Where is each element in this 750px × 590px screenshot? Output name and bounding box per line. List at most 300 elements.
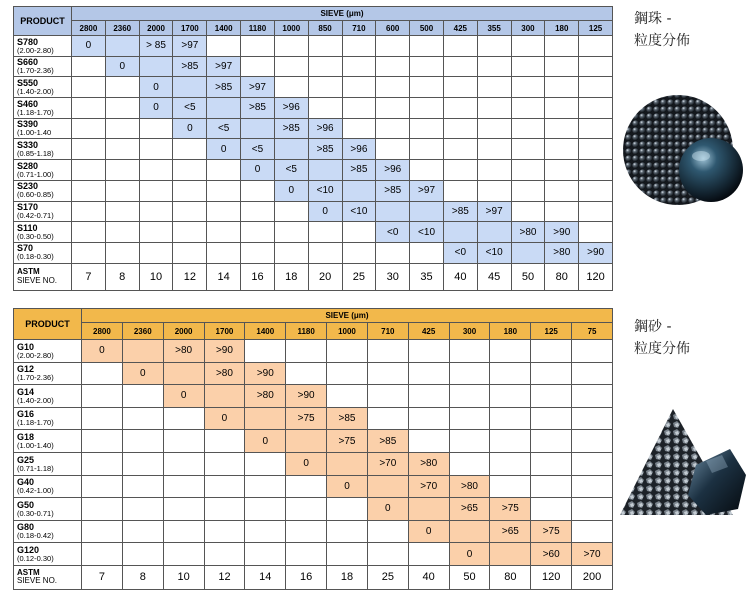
steel-grit-title-line1: 鋼砂 -: [634, 319, 672, 335]
retention-cell: [545, 139, 579, 160]
retention-cell: [511, 201, 545, 222]
retention-cell: [531, 340, 572, 363]
product-size-range: (0.42-1.00): [17, 486, 54, 496]
retention-cell: <10: [410, 222, 444, 243]
retention-cell: [511, 180, 545, 201]
retention-cell: [443, 77, 477, 98]
retention-cell: [408, 385, 449, 408]
retention-cell: [531, 430, 572, 453]
retention-cell: [82, 520, 123, 543]
retention-cell: [82, 407, 123, 430]
product-size-range: (1.40-2.00): [17, 86, 54, 96]
retention-cell: [308, 98, 342, 119]
retention-cell: >85: [241, 98, 275, 119]
sieve-size: 710: [367, 323, 408, 340]
astm-sieve-number: 16: [241, 263, 275, 290]
retention-cell: [308, 242, 342, 263]
retention-cell: [105, 222, 139, 243]
product-label: [14, 36, 72, 57]
retention-cell: [105, 139, 139, 160]
retention-cell: [204, 452, 245, 475]
product-name: S170: [17, 202, 39, 213]
astm-sieve-number: 25: [367, 565, 408, 589]
sieve-header: SIEVE (μm): [72, 7, 613, 21]
product-size-range: (1.18-1.70): [17, 418, 54, 428]
retention-cell: [204, 385, 245, 408]
retention-cell: [531, 362, 572, 385]
retention-cell: [367, 407, 408, 430]
retention-cell: [105, 180, 139, 201]
product-row: [14, 407, 613, 430]
retention-cell: [241, 36, 275, 57]
retention-cell: [207, 242, 241, 263]
retention-cell: [449, 430, 490, 453]
astm-sieve-number: 12: [204, 565, 245, 589]
retention-cell: <5: [274, 160, 308, 181]
retention-cell: [342, 118, 376, 139]
retention-cell: [408, 340, 449, 363]
sieve-size: 850: [308, 21, 342, 36]
retention-cell: <5: [207, 118, 241, 139]
retention-cell: [122, 430, 163, 453]
retention-cell: <10: [308, 180, 342, 201]
product-name: S660: [17, 57, 39, 68]
retention-cell: [139, 118, 173, 139]
retention-cell: [511, 98, 545, 119]
retention-cell: 0: [163, 385, 204, 408]
retention-cell: >80: [204, 362, 245, 385]
retention-cell: 0: [139, 77, 173, 98]
astm-sieve-number: 80: [545, 263, 579, 290]
retention-cell: [410, 98, 444, 119]
retention-cell: [376, 118, 410, 139]
retention-cell: >97: [207, 56, 241, 77]
astm-sieve-number: 12: [173, 263, 207, 290]
retention-cell: [82, 475, 123, 498]
product-row: [14, 139, 613, 160]
sieve-size: 500: [410, 21, 444, 36]
retention-cell: [342, 56, 376, 77]
retention-cell: [207, 222, 241, 243]
product-name: G120: [17, 544, 40, 555]
retention-cell: >90: [245, 362, 286, 385]
retention-cell: [490, 452, 531, 475]
product-label: [14, 242, 72, 263]
steel-grit-title-line2: 粒度分佈: [634, 341, 690, 357]
retention-cell: >80: [163, 340, 204, 363]
retention-cell: [477, 160, 511, 181]
retention-cell: 0: [105, 56, 139, 77]
retention-cell: [163, 452, 204, 475]
sieve-size: 300: [449, 323, 490, 340]
astm-label-line1: ASTM: [17, 567, 40, 577]
retention-cell: [207, 36, 241, 57]
retention-cell: 0: [72, 36, 106, 57]
product-row: [14, 543, 613, 566]
product-name: S780: [17, 36, 39, 47]
retention-cell: [139, 160, 173, 181]
retention-cell: [531, 498, 572, 521]
astm-sieve-number: 80: [490, 565, 531, 589]
product-label: [14, 362, 82, 385]
retention-cell: [367, 543, 408, 566]
retention-cell: >97: [410, 180, 444, 201]
retention-cell: [443, 160, 477, 181]
product-label: [14, 520, 82, 543]
astm-sieve-number: 35: [410, 263, 444, 290]
product-size-range: (0.18-0.30): [17, 252, 54, 262]
astm-sieve-number: 18: [327, 565, 368, 589]
retention-cell: [139, 242, 173, 263]
retention-cell: >65: [449, 498, 490, 521]
product-row: [14, 340, 613, 363]
retention-cell: [376, 139, 410, 160]
retention-cell: [163, 362, 204, 385]
retention-cell: [204, 520, 245, 543]
product-size-range: (0.42-0.71): [17, 211, 54, 221]
retention-cell: 0: [308, 201, 342, 222]
retention-cell: 0: [408, 520, 449, 543]
astm-row: [14, 263, 613, 290]
retention-cell: >85: [308, 139, 342, 160]
retention-cell: [105, 160, 139, 181]
retention-cell: [572, 362, 613, 385]
retention-cell: [245, 543, 286, 566]
retention-cell: [122, 385, 163, 408]
sieve-size: 1400: [245, 323, 286, 340]
product-label: [14, 498, 82, 521]
retention-cell: [410, 160, 444, 181]
retention-cell: [579, 118, 613, 139]
retention-cell: [376, 242, 410, 263]
retention-cell: [490, 362, 531, 385]
retention-cell: [443, 56, 477, 77]
retention-cell: [274, 201, 308, 222]
sieve-size: 180: [545, 21, 579, 36]
retention-cell: [163, 543, 204, 566]
retention-cell: [477, 77, 511, 98]
retention-cell: >85: [173, 56, 207, 77]
retention-cell: [105, 201, 139, 222]
astm-sieve-number: 8: [122, 565, 163, 589]
retention-cell: >97: [477, 201, 511, 222]
sieve-size: 600: [376, 21, 410, 36]
astm-sieve-number: 14: [245, 565, 286, 589]
retention-cell: [408, 362, 449, 385]
retention-cell: [105, 98, 139, 119]
retention-cell: [477, 118, 511, 139]
retention-cell: [342, 98, 376, 119]
steel-grit-table: [13, 308, 613, 590]
retention-cell: [274, 222, 308, 243]
retention-cell: [139, 201, 173, 222]
sieve-size: 1700: [173, 21, 207, 36]
retention-cell: [410, 242, 444, 263]
product-size-range: (0.12-0.30): [17, 553, 54, 563]
retention-cell: [531, 452, 572, 475]
retention-cell: >70: [572, 543, 613, 566]
product-name: S330: [17, 140, 39, 151]
product-row: [14, 520, 613, 543]
retention-cell: [511, 118, 545, 139]
retention-cell: [122, 543, 163, 566]
retention-cell: [579, 98, 613, 119]
retention-cell: [376, 56, 410, 77]
sieve-size: 425: [408, 323, 449, 340]
product-label: [14, 118, 72, 139]
retention-cell: [342, 242, 376, 263]
sieve-size: 710: [342, 21, 376, 36]
retention-cell: [572, 520, 613, 543]
retention-cell: [82, 430, 123, 453]
product-header: PRODUCT: [14, 7, 72, 36]
retention-cell: >85: [327, 407, 368, 430]
retention-cell: [376, 36, 410, 57]
retention-cell: [367, 340, 408, 363]
astm-sieve-number: 14: [207, 263, 241, 290]
product-name: G25: [17, 454, 35, 465]
product-label: [14, 56, 72, 77]
product-name: S280: [17, 160, 39, 171]
astm-sieve-number: 120: [579, 263, 613, 290]
astm-row: [14, 565, 613, 589]
retention-cell: [443, 180, 477, 201]
retention-cell: <10: [342, 201, 376, 222]
retention-cell: [545, 201, 579, 222]
retention-cell: [241, 201, 275, 222]
product-row: [14, 160, 613, 181]
retention-cell: [477, 222, 511, 243]
retention-cell: [511, 36, 545, 57]
retention-cell: [207, 201, 241, 222]
retention-cell: 0: [204, 407, 245, 430]
retention-cell: >75: [490, 498, 531, 521]
product-size-range: (1.40-2.00): [17, 395, 54, 405]
astm-sieve-number: 25: [342, 263, 376, 290]
retention-cell: [274, 36, 308, 57]
sieve-size: 1180: [241, 21, 275, 36]
product-name: G50: [17, 499, 35, 510]
retention-cell: [72, 242, 106, 263]
astm-label: [14, 565, 82, 589]
retention-cell: [327, 362, 368, 385]
retention-cell: [579, 201, 613, 222]
astm-sieve-number: 7: [72, 263, 106, 290]
retention-cell: [545, 98, 579, 119]
retention-cell: 0: [173, 118, 207, 139]
product-header: PRODUCT: [14, 309, 82, 340]
retention-cell: [72, 180, 106, 201]
product-size-range: (0.85-1.18): [17, 149, 54, 159]
retention-cell: [572, 430, 613, 453]
product-label: [14, 77, 72, 98]
astm-sieve-number: 50: [449, 565, 490, 589]
retention-cell: [286, 543, 327, 566]
retention-cell: [367, 385, 408, 408]
retention-cell: >80: [245, 385, 286, 408]
retention-cell: [245, 520, 286, 543]
retention-cell: [308, 160, 342, 181]
steel-shot-title: [634, 8, 690, 52]
astm-sieve-number: 40: [443, 263, 477, 290]
retention-cell: [410, 201, 444, 222]
astm-sieve-number: 30: [376, 263, 410, 290]
grit-table-body: [14, 340, 613, 590]
retention-cell: [72, 118, 106, 139]
retention-cell: [408, 430, 449, 453]
retention-cell: >65: [490, 520, 531, 543]
product-name: S550: [17, 77, 39, 88]
retention-cell: [327, 543, 368, 566]
sieve-size: 1000: [274, 21, 308, 36]
astm-sieve-number: 20: [308, 263, 342, 290]
retention-cell: [241, 180, 275, 201]
retention-cell: [163, 430, 204, 453]
retention-cell: [105, 77, 139, 98]
product-label: [14, 452, 82, 475]
retention-cell: [286, 475, 327, 498]
sieve-size: 2800: [72, 21, 106, 36]
retention-cell: [545, 56, 579, 77]
retention-cell: [173, 160, 207, 181]
retention-cell: [274, 56, 308, 77]
retention-cell: [572, 498, 613, 521]
retention-cell: [122, 407, 163, 430]
retention-cell: [327, 520, 368, 543]
retention-cell: [308, 56, 342, 77]
product-name: G18: [17, 431, 35, 442]
retention-cell: 0: [274, 180, 308, 201]
retention-cell: 0: [139, 98, 173, 119]
retention-cell: [207, 160, 241, 181]
retention-cell: [579, 180, 613, 201]
product-name: S460: [17, 98, 39, 109]
retention-cell: >70: [367, 452, 408, 475]
astm-sieve-number: 40: [408, 565, 449, 589]
retention-cell: [511, 160, 545, 181]
astm-sieve-number: 120: [531, 565, 572, 589]
retention-cell: [122, 498, 163, 521]
retention-cell: [342, 36, 376, 57]
retention-cell: [410, 139, 444, 160]
retention-cell: [490, 407, 531, 430]
product-row: [14, 242, 613, 263]
retention-cell: [245, 452, 286, 475]
retention-cell: [376, 201, 410, 222]
retention-cell: 0: [82, 340, 123, 363]
retention-cell: >90: [545, 222, 579, 243]
retention-cell: [241, 242, 275, 263]
astm-sieve-number: 45: [477, 263, 511, 290]
retention-cell: [443, 36, 477, 57]
retention-cell: [511, 139, 545, 160]
retention-cell: [204, 543, 245, 566]
retention-cell: [173, 77, 207, 98]
retention-cell: [367, 520, 408, 543]
product-size-range: (0.71-1.00): [17, 169, 54, 179]
retention-cell: [572, 385, 613, 408]
retention-cell: [572, 340, 613, 363]
retention-cell: [241, 118, 275, 139]
retention-cell: [274, 139, 308, 160]
retention-cell: [511, 242, 545, 263]
retention-cell: >80: [449, 475, 490, 498]
retention-cell: [72, 139, 106, 160]
retention-cell: [449, 520, 490, 543]
astm-sieve-number: 7: [82, 565, 123, 589]
retention-cell: [163, 520, 204, 543]
steel-shot-pile-icon: [618, 92, 748, 222]
retention-cell: [105, 242, 139, 263]
astm-sieve-number: 10: [163, 565, 204, 589]
retention-cell: [286, 520, 327, 543]
retention-cell: [139, 180, 173, 201]
retention-cell: [511, 56, 545, 77]
product-row: [14, 385, 613, 408]
sieve-size: 1000: [327, 323, 368, 340]
product-size-range: (1.00-1.40): [17, 440, 54, 450]
sieve-size: 300: [511, 21, 545, 36]
retention-cell: [477, 139, 511, 160]
retention-cell: [579, 36, 613, 57]
retention-cell: >80: [545, 242, 579, 263]
sieve-size: 1180: [286, 323, 327, 340]
retention-cell: [477, 56, 511, 77]
retention-cell: [327, 340, 368, 363]
retention-cell: [204, 498, 245, 521]
retention-cell: [572, 475, 613, 498]
sieve-size: 1400: [207, 21, 241, 36]
retention-cell: [72, 222, 106, 243]
retention-cell: [545, 118, 579, 139]
product-size-range: (0.71-1.18): [17, 463, 54, 473]
retention-cell: [173, 222, 207, 243]
sieve-header: SIEVE (μm): [82, 309, 613, 323]
retention-cell: [490, 475, 531, 498]
retention-cell: [105, 118, 139, 139]
product-name: S390: [17, 119, 39, 130]
product-name: S230: [17, 181, 39, 192]
retention-cell: >85: [207, 77, 241, 98]
retention-cell: >80: [511, 222, 545, 243]
retention-cell: >60: [531, 543, 572, 566]
retention-cell: [308, 36, 342, 57]
retention-cell: [477, 98, 511, 119]
steel-shot-title-line2: 粒度分佈: [634, 33, 690, 49]
retention-cell: 0: [122, 362, 163, 385]
retention-cell: [449, 385, 490, 408]
product-row: [14, 222, 613, 243]
retention-cell: >85: [367, 430, 408, 453]
product-label: [14, 160, 72, 181]
retention-cell: [327, 385, 368, 408]
retention-cell: [173, 180, 207, 201]
retention-cell: [72, 98, 106, 119]
retention-cell: >90: [579, 242, 613, 263]
retention-cell: [82, 362, 123, 385]
retention-cell: >96: [342, 139, 376, 160]
retention-cell: >75: [286, 407, 327, 430]
sieve-size: 2000: [139, 21, 173, 36]
product-size-range: (1.00-1.40: [17, 128, 52, 138]
product-row: [14, 201, 613, 222]
retention-cell: [204, 475, 245, 498]
retention-cell: >97: [241, 77, 275, 98]
sieve-size: 125: [531, 323, 572, 340]
astm-sieve-number: 16: [286, 565, 327, 589]
retention-cell: [449, 452, 490, 475]
retention-cell: [511, 77, 545, 98]
